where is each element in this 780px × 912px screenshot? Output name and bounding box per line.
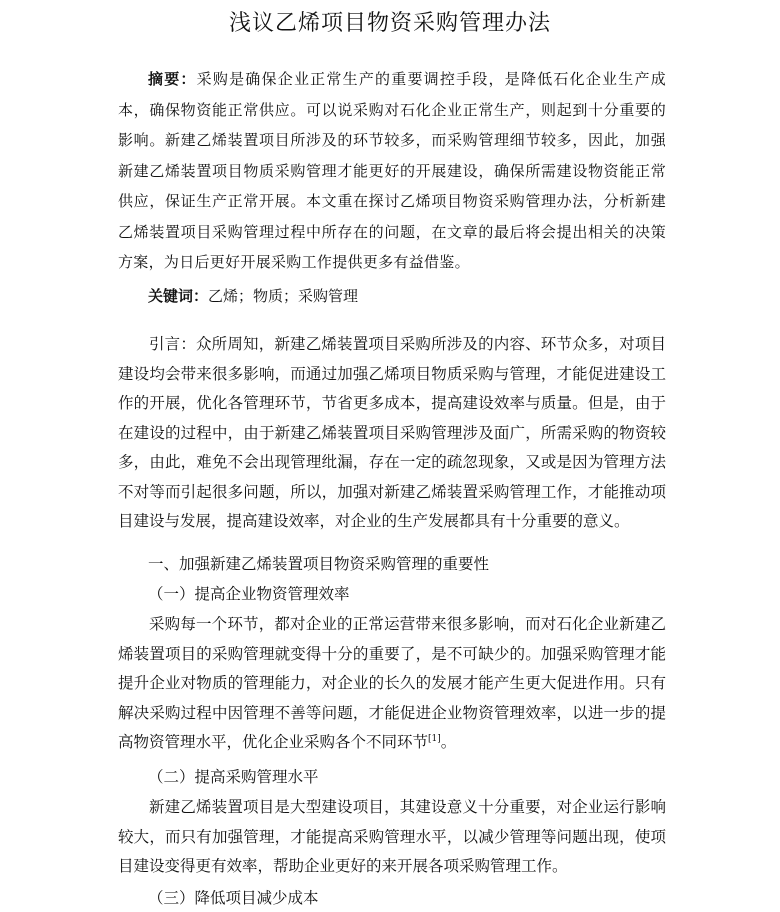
keywords-line — [148, 282, 358, 310]
section-1-2-heading: （二）提高采购管理水平 — [148, 768, 319, 786]
keywords-text: 乙烯；物质；采购管理 — [208, 287, 359, 305]
section-1-1-paragraph — [118, 610, 666, 758]
section-1-heading: 一、加强新建乙烯装置项目物资采购管理的重要性 — [148, 555, 490, 573]
section-1-1-tail: 。 — [440, 733, 457, 751]
intro-paragraph: 引言：众所周知，新建乙烯装置项目采购所涉及的内容、环节众多，对项目建设均会带来很多影响，而通过加强乙烯项目物质采购与管理，才能促进建设工作的开展，优化各管理环节，节省更多成本，提高建设效率与质量。但是，由于在建设的过程中，由于新建乙烯装置项目采购管理涉及面广，所需采购的物资较多，由此，难免不会出现管理纰漏，存在一定的疏忽现象，又或是因为管理方法不对等而引起很多问题，所以，加强对新建乙烯装置采购管理工作，才能推动项目建设与发展，提高建设效率，对企业的生产发展都具有十分重要的意义。 — [118, 335, 666, 530]
abstract-text: 采购是确保企业正常生产的重要调控手段，是降低石化企业生产成本，确保物资能正常供应。可以说采购对石化企业正常生产，则起到十分重要的影响。新建乙烯装置项目所涉及的环节较多，而采购管理细节较多，因此，加强新建乙烯装置项目物质采购管理才能更好的开展建设，确保所需建设物资能正常供应，保证生产正常开展。本文重在探讨乙烯项目物资采购管理办法，分析新建乙烯装置项目采购管理过程中所存在的问题，在文章的最后将会提出相关的决策方案，为日后更好开展采购工作提供更多有益借鉴。 — [118, 70, 667, 271]
section-1-1-text: 采购每一个环节，都对企业的正常运营带来很多影响，而对石化企业新建乙烯装置项目的采购管理就变得十分的重要了，是不可缺少的。加强采购管理才能提升企业对物质的管理能力，对企业的长久的发展才能产生更大促进作用。只有解决采购过程中因管理不善等问题，才能促进企业物资管理效率，以进一步的提高物资管理水平，优化企业采购各个不同环节 — [118, 615, 666, 751]
citation-marker[interactable]: [1] — [428, 733, 441, 744]
paper-title: 浅议乙烯项目物资采购管理办法 — [228, 11, 551, 36]
abstract-label: 摘要： — [148, 70, 197, 88]
section-1-2-paragraph: 新建乙烯装置项目是大型建设项目，其建设意义十分重要，对企业运行影响较大，而只有加强管理，才能提高采购管理水平，以减少管理等问题出现，使项目建设变得更有效率，帮助企业更好的来开展各项采购管理工作。 — [118, 798, 666, 875]
keywords-label: 关键词： — [148, 287, 209, 305]
section-1-1-heading: （一）提高企业物资管理效率 — [148, 585, 350, 603]
abstract-paragraph — [118, 64, 666, 278]
section-1-3-heading: （三）降低项目减少成本 — [148, 889, 319, 907]
